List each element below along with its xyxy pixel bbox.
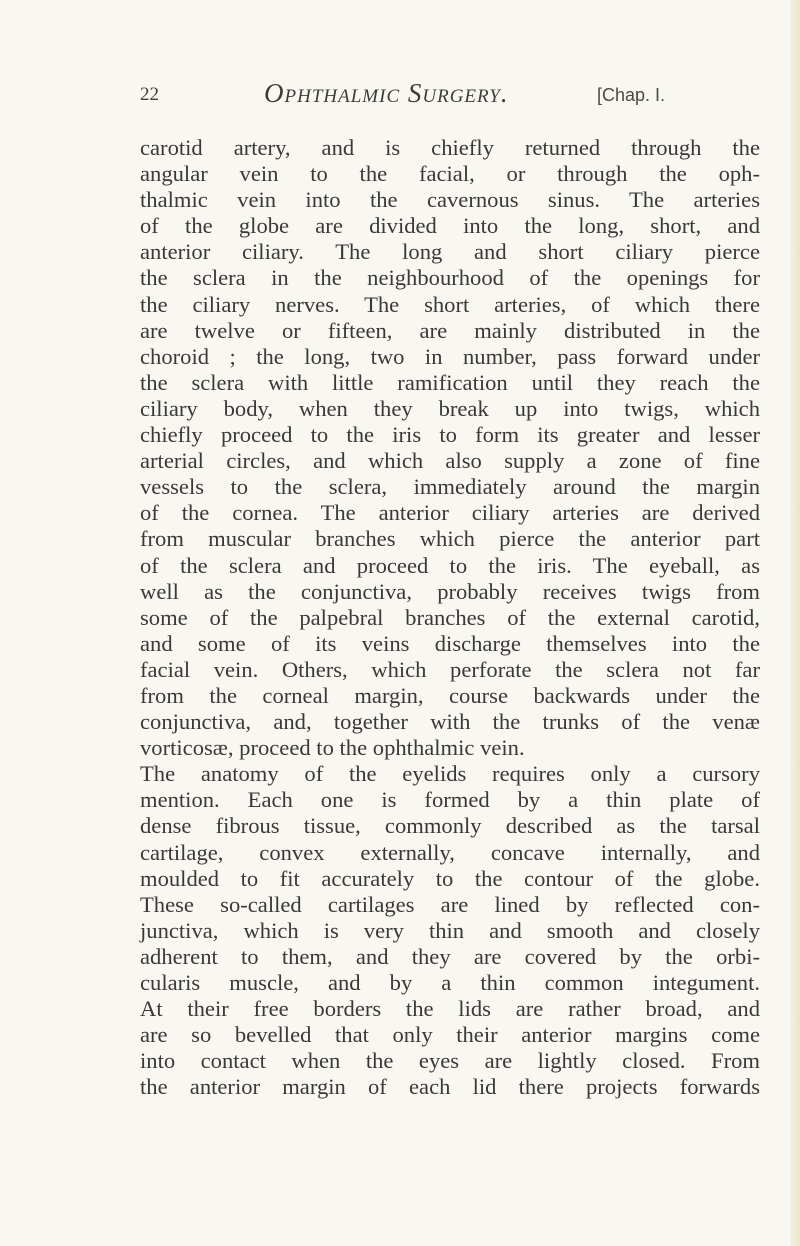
text-line: conjunctiva, and, together with the trunks of the venæ <box>140 709 760 735</box>
page-number: 22 <box>140 84 159 105</box>
text-line: cularis muscle, and by a thin common integument. <box>140 970 760 995</box>
text-line: adherent to them, and they are covered by the orbi- <box>140 943 760 969</box>
text-line: dense fibrous tissue, commonly described as the tarsal <box>140 813 760 839</box>
page-edge <box>790 0 800 1246</box>
text-line: of the cornea. The anterior ciliary arteries are derived <box>140 500 760 526</box>
text-line: moulded to fit accurately to the contour of the globe. <box>140 865 760 891</box>
text-line: the ciliary nerves. The short arteries, of which there <box>140 291 760 317</box>
text-line: well as the conjunctiva, probably receives twigs from <box>140 578 760 604</box>
text-line: chiefly proceed to the iris to form its greater and lesser <box>140 422 760 448</box>
text-line: junctiva, which is very thin and smooth and closely <box>140 917 760 943</box>
chapter-reference: [Chap. I. <box>597 85 666 105</box>
text-line: and some of its veins discharge themselves into the <box>140 630 760 656</box>
text-line: the anterior margin of each lid there projects forwards <box>140 1074 760 1100</box>
text-line: some of the palpebral branches of the external carotid, <box>140 604 760 630</box>
text-line: These so-called cartilages are lined by reflected con- <box>140 891 760 917</box>
text-line: thalmic vein into the cavernous sinus. The arteries <box>140 187 760 213</box>
text-line: ciliary body, when they break up into twigs, which <box>140 395 760 421</box>
running-head <box>140 78 750 112</box>
text-line: At their free borders the lids are rather broad, and <box>140 996 760 1022</box>
text-line: from the corneal margin, course backwards under the <box>140 682 760 708</box>
text-line: The anatomy of the eyelids requires only a cursory <box>140 761 760 787</box>
text-line: are twelve or fifteen, are mainly distributed in the <box>140 317 760 343</box>
book-title: Ophthalmic Surgery. <box>264 78 509 108</box>
text-line: arterial circles, and which also supply a zone of fine <box>140 448 760 474</box>
text-line: cartilage, convex externally, concave internally, and <box>140 839 760 865</box>
body-text <box>140 135 760 1100</box>
text-line: choroid ; the long, two in number, pass forward under <box>140 343 760 369</box>
text-line: are so bevelled that only their anterior margins come <box>140 1022 760 1048</box>
text-line: of the globe are divided into the long, short, and <box>140 213 760 239</box>
text-line: carotid artery, and is chiefly returned through the <box>140 135 760 160</box>
text-line: the sclera with little ramification until they reach the <box>140 369 760 395</box>
text-line: vorticosæ, proceed to the ophthalmic vein. <box>140 735 525 761</box>
text-line: vessels to the sclera, immediately around the margin <box>140 474 760 500</box>
text-line: facial vein. Others, which perforate the sclera not far <box>140 656 760 682</box>
text-line: mention. Each one is formed by a thin plate of <box>140 787 760 813</box>
text-line: of the sclera and proceed to the iris. The eyeball, as <box>140 552 760 578</box>
text-line: angular vein to the facial, or through the oph- <box>140 161 760 187</box>
text-line: from muscular branches which pierce the anterior part <box>140 526 760 552</box>
text-line: into contact when the eyes are lightly closed. From <box>140 1048 760 1074</box>
text-line: anterior ciliary. The long and short ciliary pierce <box>140 239 760 265</box>
text-line: the sclera in the neighbourhood of the openings for <box>140 265 760 291</box>
